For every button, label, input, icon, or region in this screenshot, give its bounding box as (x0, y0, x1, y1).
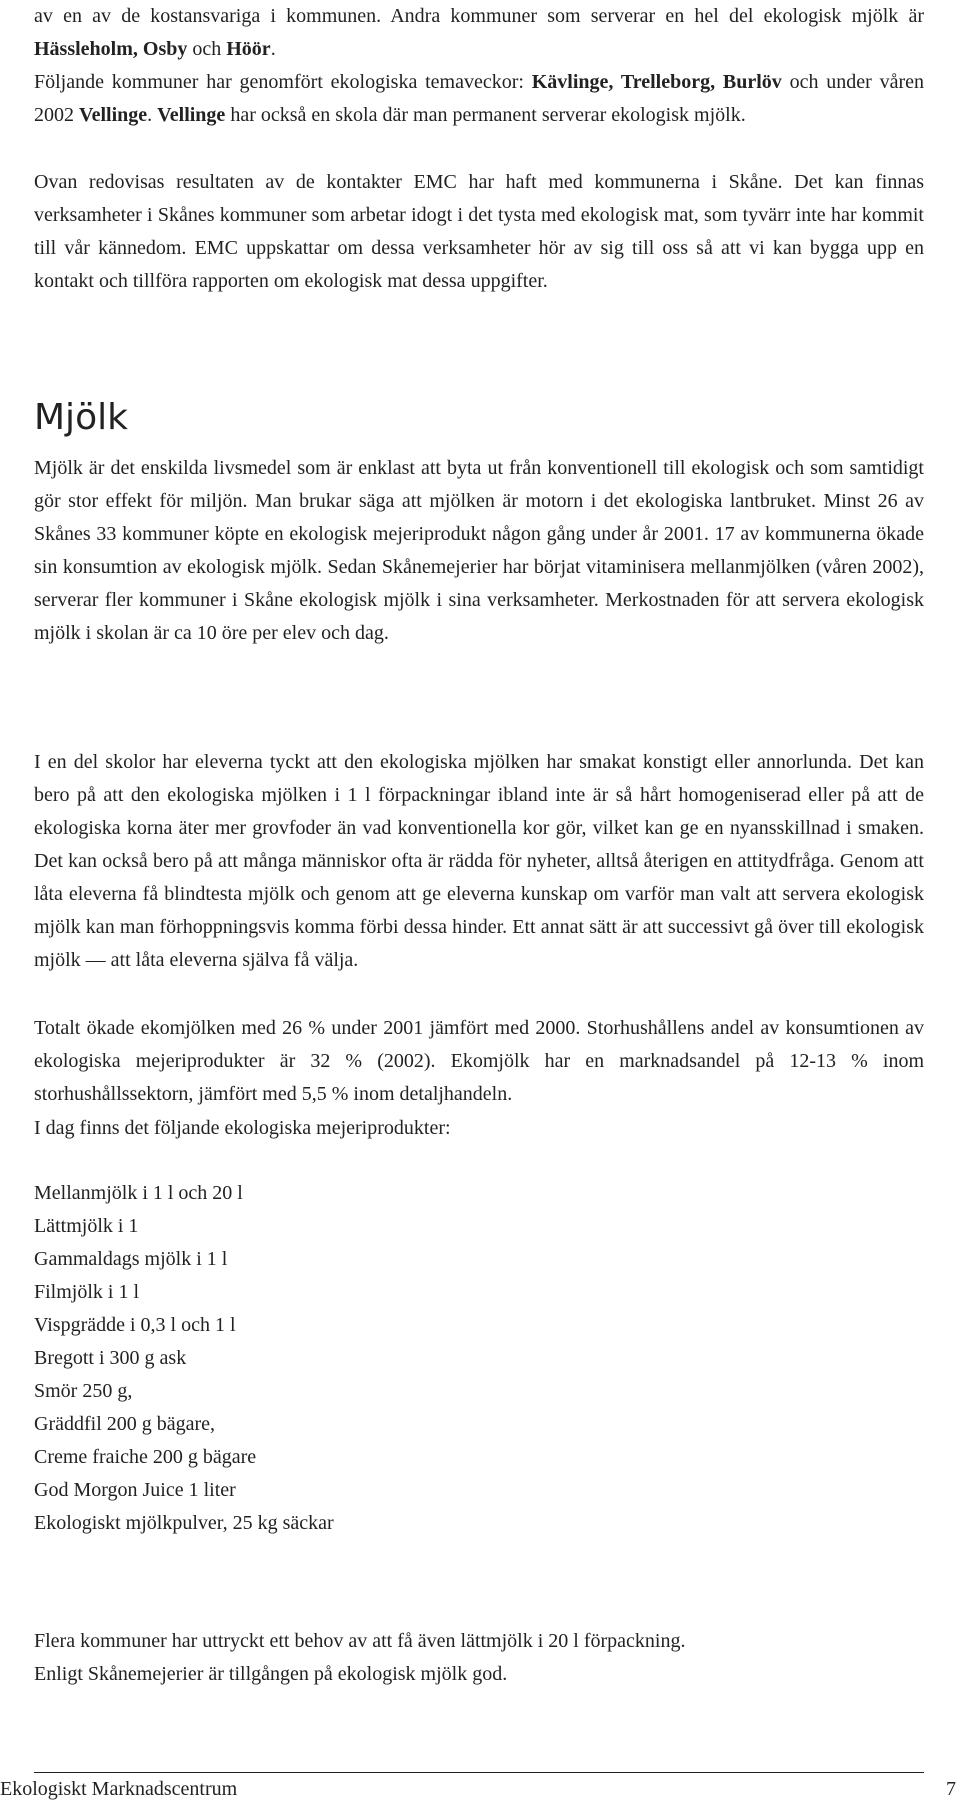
text-run: . (147, 104, 158, 126)
list-item: Bregott i 300 g ask (34, 1347, 187, 1369)
page-footer (0, 1772, 960, 1808)
text-run: Enligt Skånemejerier är tillgången på ekologisk mjölk god. (34, 1663, 508, 1685)
paragraph-text: Totalt ökade ekomjölken med 26 % under 2001 jämfört med 2000. Storhushållens andel av konsumtionen av ekologiska mejeriprodukter är 32 % (2002). Ekomjölk har en marknadsandel på 12-13 % inom storhushållssektorn, jämfört med 5,5 % inom detaljhandeln. (34, 1017, 924, 1105)
list-item: Gräddfil 200 g bägare, (34, 1413, 216, 1435)
product-list (34, 1177, 924, 1540)
paragraph-text: I dag finns det följande ekologiska mejeriprodukter: (34, 1117, 451, 1139)
paragraph-text: Mjölk är det enskilda livsmedel som är enklast att byta ut från konventionell till ekologisk och som samtidigt gör stor effekt för miljön. Man brukar säga att mjölken är motorn i det ekologiska lantbruket. Minst 26 av Skånes 33 kommuner köpte en ekologisk mejeriprodukt någon gång under år 2001. 17 av kommunerna ökade sin konsumtion av ekologisk mjölk. Sedan Skånemejerier har börjat vitaminisera mellanmjölken (våren 2002), serverar fler kommuner i Skåne ekologisk mjölk i sina verksamheter. Merkostnaden för att servera ekologisk mjölk i skolan är ca 10 öre per elev och dag. (34, 457, 924, 644)
paragraph-text: I en del skolor har eleverna tyckt att den ekologiska mjölken har smakat konstigt eller annorlunda. Det kan bero på att den ekologiska mjölken i 1 l förpackningar ibland inte är så hårt homogeniserad eller på att de ekologiska korna äter mer grovfoder än vad konventionella kor gör, vilket kan ge en nyansskillnad i smaken. Det kan också bero på att många människor ofta är rädda för nyheter, alltså återigen en attitydfråga. Genom att låta eleverna få blindtesta mjölk och genom att ge eleverna kunskap om varför man valt att servera ekologisk mjölk kan man förhoppningsvis komma förbi dessa hinder. Ett annat sätt är att successivt gå över till ekologisk mjölk — att låta eleverna själva få välja. (34, 751, 924, 971)
section-heading: Mjölk (34, 397, 128, 438)
intro-paragraph-3 (34, 166, 924, 298)
list-item: God Morgon Juice 1 liter (34, 1479, 236, 1501)
town-name: Höör (226, 38, 271, 60)
product-list-intro (34, 1112, 924, 1145)
page-number: 7 (946, 1778, 956, 1800)
text-run: av en av de kostansvariga i kommunen. Andra kommuner som serverar en hel del ekologisk mjölk är (34, 5, 924, 27)
town-name: Vellinge (157, 104, 226, 126)
milk-paragraph-3 (34, 1012, 924, 1111)
footer-organization: Ekologiskt Marknadscentrum (0, 1778, 238, 1800)
text-run: . (270, 38, 276, 60)
footer-divider (34, 1772, 924, 1773)
paragraph-text: Ovan redovisas resultaten av de kontakter EMC har haft med kommunerna i Skåne. Det kan finnas verksamheter i Skånes kommuner som arbetar idogt i det tysta med ekologisk mat, som tyvärr inte har kommit till vår kännedom. EMC uppskattar om dessa verksamheter hör av sig till oss så att vi kan bygga upp en kontakt och tillföra rapporten om ekologisk mat dessa uppgifter. (34, 171, 924, 292)
milk-paragraph-2 (34, 746, 924, 977)
list-item: Creme fraiche 200 g bägare (34, 1446, 257, 1468)
text-run: Flera kommuner har uttryckt ett behov av att få även lättmjölk i 20 l förpackning. (34, 1630, 686, 1652)
town-name: Vellinge (79, 104, 148, 126)
town-names: Hässleholm, Osby (34, 38, 188, 60)
intro-paragraph-2 (34, 66, 924, 132)
list-item: Filmjölk i 1 l (34, 1281, 140, 1303)
text-run: har också en skola där man permanent serverar ekologisk mjölk. (225, 104, 746, 126)
intro-paragraph-1 (34, 0, 924, 66)
product-list-items (34, 1177, 924, 1540)
closing-paragraph (34, 1625, 924, 1691)
list-item: Smör 250 g, (34, 1380, 133, 1402)
town-names: Kävlinge, Trelleborg, Burlöv (531, 71, 782, 93)
list-item: Gammaldags mjölk i 1 l (34, 1248, 228, 1270)
text-run: och under våren 2002 (34, 71, 925, 126)
text-run: och (187, 38, 227, 60)
text-run: Följande kommuner har genomfört ekologiska temaveckor: (34, 71, 532, 93)
list-item: Ekologiskt mjölkpulver, 25 kg säckar (34, 1512, 334, 1534)
list-item: Vispgrädde i 0,3 l och 1 l (34, 1314, 236, 1336)
list-item: Mellanmjölk i 1 l och 20 l (34, 1182, 243, 1204)
milk-paragraph-1 (34, 452, 924, 650)
list-item: Lättmjölk i 1 (34, 1215, 139, 1237)
